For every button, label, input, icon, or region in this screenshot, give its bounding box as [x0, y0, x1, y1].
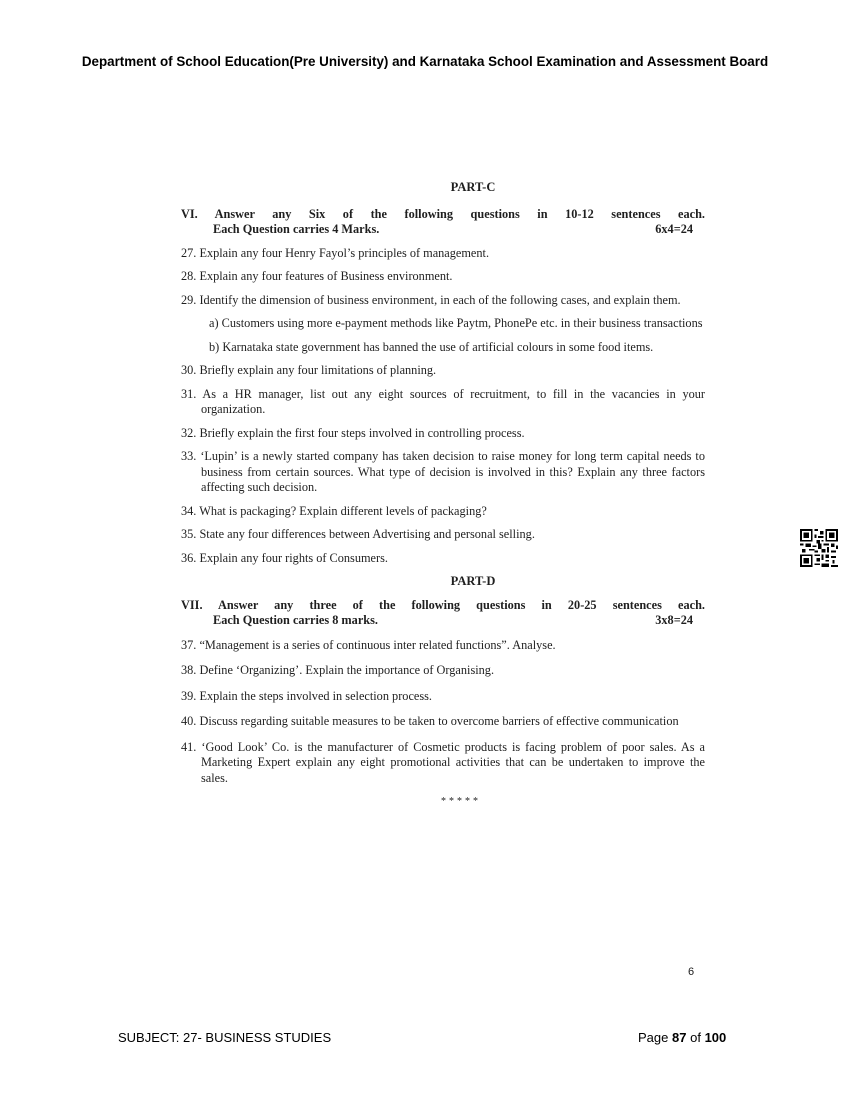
question-39: 39. Explain the steps involved in selection process. — [181, 688, 433, 703]
part-c-marks-note: Each Question carries 4 Marks. — [213, 222, 380, 236]
part-d-marks-note: Each Question carries 8 marks. — [213, 613, 378, 627]
part-c-marks-row — [181, 222, 705, 238]
footer-page-indicator — [638, 1030, 726, 1045]
footer-subject: SUBJECT: 27- BUSINESS STUDIES — [118, 1030, 332, 1045]
footer-page-label: Page — [638, 1030, 669, 1045]
footer-page-current: 87 — [672, 1030, 687, 1045]
question-paper — [181, 180, 705, 810]
question-35: 35. State any four differences between Advertising and personal selling. — [181, 527, 535, 541]
part-d-instruction: VII. Answer any three of the following questions in 20-25 sentences each. — [181, 597, 705, 612]
question-32: 32. Briefly explain the first four steps involved in controlling process. — [181, 425, 525, 440]
question-41: 41. ‘Good Look’ Co. is the manufacturer of Cosmetic products is facing problem of poor sales. As a Marketing Expert explain any eight promotional activities that can be undertaken to improve the sales. — [181, 739, 705, 785]
question-33: 33. ‘Lupin’ is a newly started company has taken decision to raise money for long term capital needs to business from certain sources. What type of decision is involved in this? Explain any three factors affecting such decision. — [181, 449, 705, 494]
question-29: 29. Identify the dimension of business environment, in each of the following cases, and explain them. — [181, 292, 681, 307]
question-34: 34. What is packaging? Explain different levels of packaging? — [181, 503, 487, 518]
part-c-marks-total: 6x4=24 — [655, 222, 693, 236]
question-40: 40. Discuss regarding suitable measures to be taken to overcome barriers of effective communication — [181, 714, 679, 728]
part-c-instruction: VI. Answer any Six of the following questions in 10-12 sentences each. — [181, 206, 705, 221]
end-marker: ***** — [441, 796, 481, 807]
question-29a: a) Customers using more e-payment methods like Paytm, PhonePe etc. in their business transactions — [209, 316, 703, 330]
part-d-marks-row — [181, 613, 705, 629]
qr-code-icon — [800, 529, 838, 567]
question-37: 37. “Management is a series of continuous inter related functions”. Analyse. — [181, 637, 556, 652]
footer-page-total: 100 — [704, 1030, 727, 1045]
part-d-marks-total: 3x8=24 — [655, 613, 693, 627]
question-38: 38. Define ‘Organizing’. Explain the importance of Organising. — [181, 663, 495, 677]
part-c-title: PART-C — [450, 180, 496, 194]
question-27: 27. Explain any four Henry Fayol’s principles of management. — [181, 245, 490, 260]
scan-page-number: 6 — [688, 966, 695, 978]
question-28: 28. Explain any four features of Business environment. — [181, 269, 453, 283]
question-30: 30. Briefly explain any four limitations of planning. — [181, 363, 437, 377]
footer-page-of: of — [690, 1030, 701, 1045]
question-29b: b) Karnataka state government has banned the use of artificial colours in some food items. — [209, 339, 654, 354]
question-31: 31. As a HR manager, list out any eight sources of recruitment, to fill in the vacancies in your organization. — [181, 386, 705, 416]
question-36: 36. Explain any four rights of Consumers. — [181, 550, 388, 565]
part-d-title: PART-D — [450, 574, 496, 588]
board-header: Department of School Education(Pre University) and Karnataka School Examination and Assessment Board — [81, 54, 769, 69]
